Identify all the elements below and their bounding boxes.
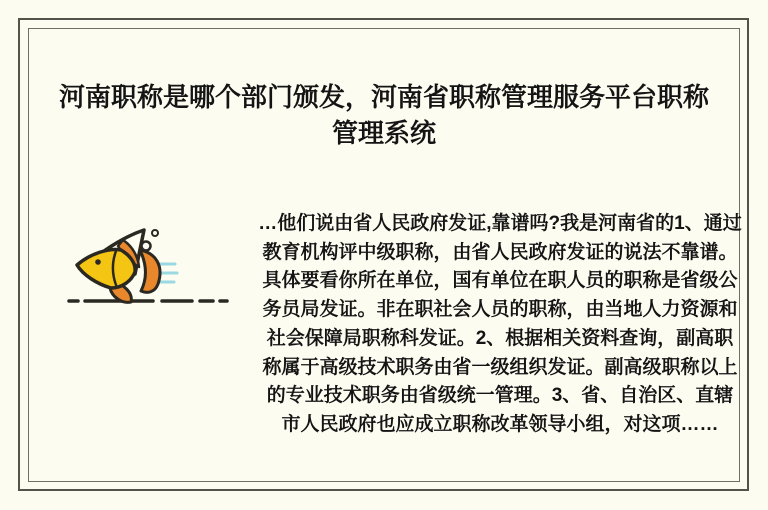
fish-body [77, 250, 135, 288]
page-title: 河南职称是哪个部门颁发，河南省职称管理服务平台职称管理系统 [58, 82, 709, 148]
fish-eye [95, 259, 101, 265]
bubble-icon [152, 230, 158, 236]
article-body-text: …他们说由省人民政府发证,靠谱吗?我是河南省的1、通过教育机构评中级职称，由省人民政府发证的说法不靠谱。具体要看你所在单位，国有单位在职人员的职称是省级公务员局发证。非在职社会人员的职称，由当地人力资源和社会保障局职称科发证。2、根据相关资料查询，副高职称属于高级技术职务由省一级组织发证。副高级职称以上的专业技术职务由省级统一管理。3、省、自治区、直辖市人民政府也应成立职称改革领导小组，对这项…… [258, 213, 742, 435]
fish-tail-fin [140, 250, 160, 292]
fish-illustration [65, 222, 245, 307]
